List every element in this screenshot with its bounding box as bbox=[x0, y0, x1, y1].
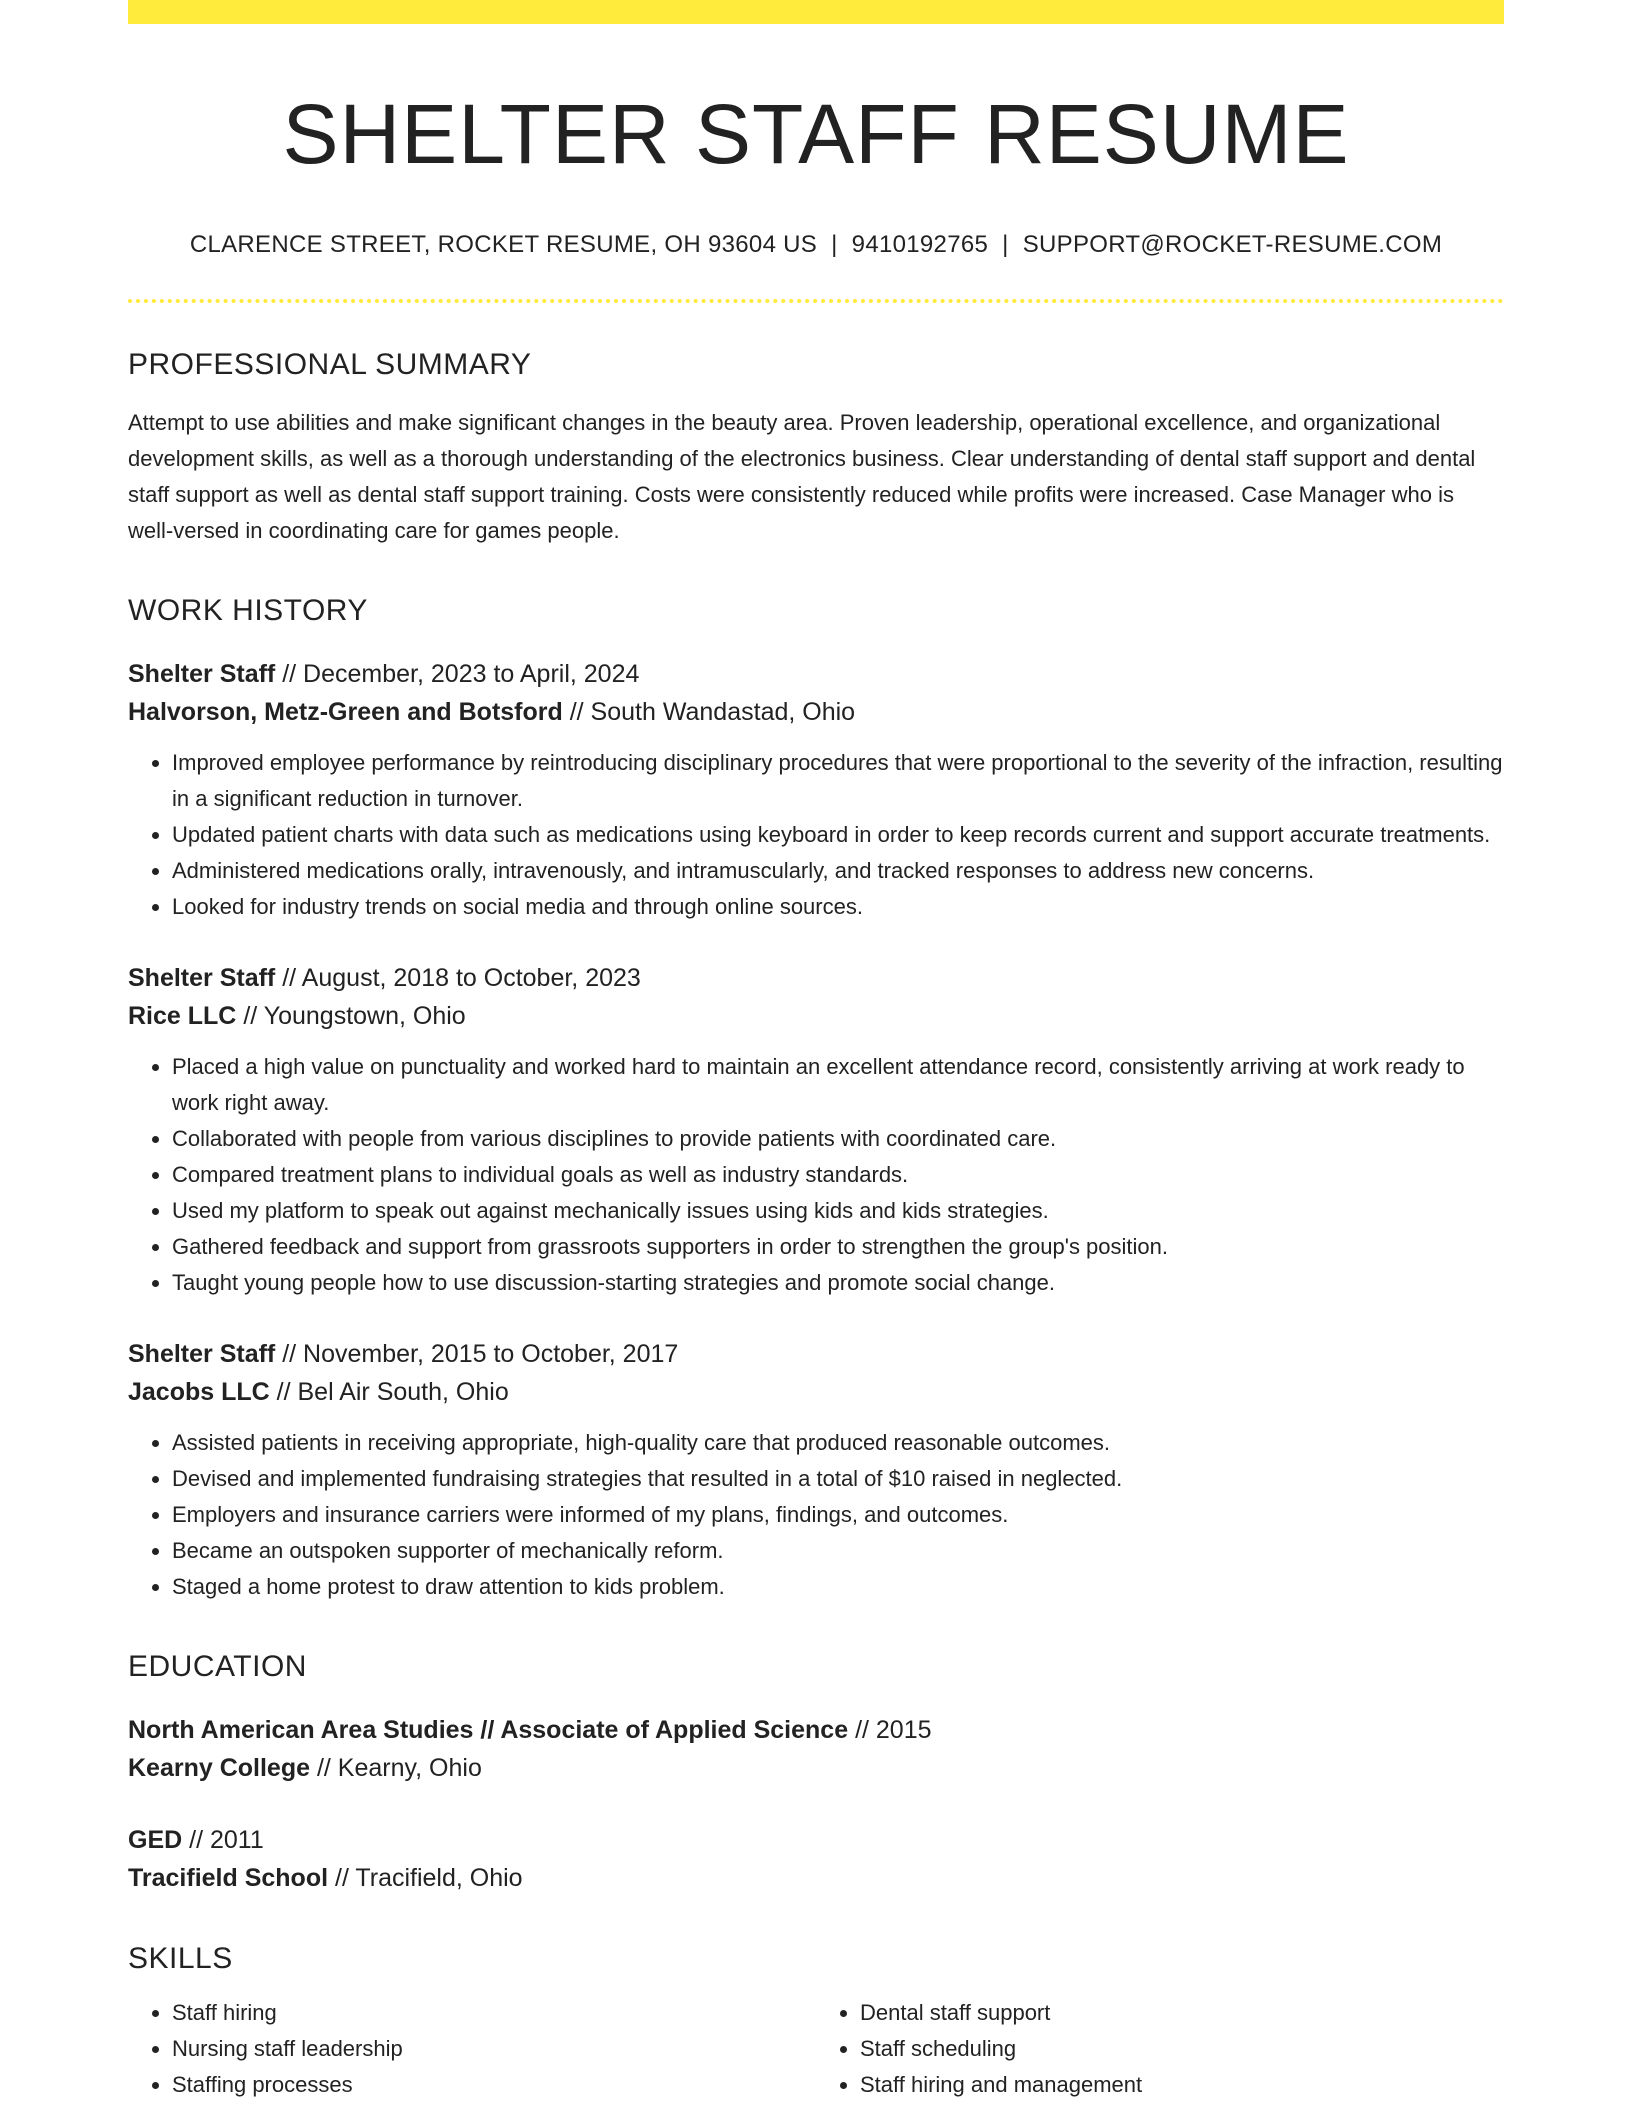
job-title: Shelter Staff bbox=[128, 1339, 276, 1368]
education-school: Kearny College bbox=[128, 1753, 311, 1782]
skills-left-column bbox=[128, 1995, 816, 2103]
summary-heading: PROFESSIONAL SUMMARY bbox=[128, 347, 532, 381]
job-bullets bbox=[128, 1049, 1504, 1301]
job-company: Jacobs LLC bbox=[128, 1377, 270, 1406]
job-dates: // December, 2023 to April, 2024 bbox=[282, 659, 640, 688]
skill-item: • Staff hiring bbox=[172, 1995, 816, 2031]
job-bullets bbox=[128, 745, 1504, 925]
job-bullet: • Employers and insurance carriers were informed of my plans, findings, and outcomes. bbox=[172, 1497, 1504, 1533]
job-bullet: • Administered medications orally, intravenously, and intramuscularly, and tracked responses to address new concerns. bbox=[172, 853, 1504, 889]
contact-separator: | bbox=[831, 230, 838, 258]
education-heading: EDUCATION bbox=[128, 1649, 307, 1683]
skill-item: • Dental staff support bbox=[860, 1995, 1504, 2031]
job-location: // South Wandastad, Ohio bbox=[569, 697, 856, 726]
job-location: // Bel Air South, Ohio bbox=[276, 1377, 509, 1406]
skills-right-column bbox=[816, 1995, 1504, 2103]
education-degree-line bbox=[128, 1821, 1504, 1859]
education-location: // Kearny, Ohio bbox=[316, 1753, 482, 1782]
top-accent-bar bbox=[128, 0, 1504, 24]
education-school-line bbox=[128, 1859, 1504, 1897]
job-title: Shelter Staff bbox=[128, 963, 276, 992]
job-title-line bbox=[128, 1335, 1504, 1373]
education-school-line bbox=[128, 1749, 1504, 1787]
job-company: Halvorson, Metz-Green and Botsford bbox=[128, 697, 563, 726]
job-bullets bbox=[128, 1425, 1504, 1605]
skill-item: • Staffing processes bbox=[172, 2067, 816, 2103]
education-school: Tracifield School bbox=[128, 1863, 329, 1892]
job-bullet: • Devised and implemented fundraising strategies that resulted in a total of $10 raised in neglected. bbox=[172, 1461, 1504, 1497]
job-entry bbox=[128, 1335, 1504, 1605]
job-company-line bbox=[128, 693, 1504, 731]
header-divider bbox=[128, 299, 1504, 303]
job-bullet: • Taught young people how to use discussion-starting strategies and promote social change. bbox=[172, 1265, 1504, 1301]
job-bullet: • Used my platform to speak out against mechanically issues using kids and kids strategies. bbox=[172, 1193, 1504, 1229]
job-bullet: • Assisted patients in receiving appropriate, high-quality care that produced reasonable outcomes. bbox=[172, 1425, 1504, 1461]
education-degree: GED bbox=[128, 1825, 183, 1854]
education-degree: North American Area Studies // Associate of Applied Science bbox=[128, 1715, 849, 1744]
job-bullet: • Became an outspoken supporter of mechanically reform. bbox=[172, 1533, 1504, 1569]
skills-heading: SKILLS bbox=[128, 1941, 233, 1975]
job-location: // Youngstown, Ohio bbox=[243, 1001, 466, 1030]
contact-separator: | bbox=[1002, 230, 1009, 258]
job-entry bbox=[128, 655, 1504, 925]
job-bullet: • Updated patient charts with data such as medications using keyboard in order to keep records current and support accurate treatments. bbox=[172, 817, 1504, 853]
contact-phone: 9410192765 bbox=[851, 230, 989, 258]
job-entry bbox=[128, 959, 1504, 1301]
work-history-heading: WORK HISTORY bbox=[128, 593, 368, 627]
job-dates: // November, 2015 to October, 2017 bbox=[282, 1339, 679, 1368]
job-bullet: • Compared treatment plans to individual goals as well as industry standards. bbox=[172, 1157, 1504, 1193]
job-bullet: • Placed a high value on punctuality and worked hard to maintain an excellent attendance record, consistently arriving at work ready to work right away. bbox=[172, 1049, 1504, 1121]
job-bullet: • Gathered feedback and support from grassroots supporters in order to strengthen the group's position. bbox=[172, 1229, 1504, 1265]
resume-title: SHELTER STAFF RESUME bbox=[282, 87, 1350, 181]
job-company-line bbox=[128, 997, 1504, 1035]
skill-item: • Nursing staff leadership bbox=[172, 2031, 816, 2067]
job-company: Rice LLC bbox=[128, 1001, 237, 1030]
job-bullet: • Staged a home protest to draw attention to kids problem. bbox=[172, 1569, 1504, 1605]
job-bullet: • Improved employee performance by reintroducing disciplinary procedures that were proportional to the severity of the infraction, resulting in a significant reduction in turnover. bbox=[172, 745, 1504, 817]
job-company-line bbox=[128, 1373, 1504, 1411]
resume-page bbox=[128, 0, 1504, 2103]
job-bullet: • Collaborated with people from various disciplines to provide patients with coordinated care. bbox=[172, 1121, 1504, 1157]
skill-item: • Staff hiring and management bbox=[860, 2067, 1504, 2103]
skills-columns bbox=[128, 1995, 1504, 2103]
contact-email: SUPPORT@ROCKET-RESUME.COM bbox=[1022, 230, 1443, 258]
job-title: Shelter Staff bbox=[128, 659, 276, 688]
job-dates: // August, 2018 to October, 2023 bbox=[282, 963, 641, 992]
job-title-line bbox=[128, 959, 1504, 997]
contact-address: CLARENCE STREET, ROCKET RESUME, OH 93604 US bbox=[189, 230, 818, 258]
education-year: // 2015 bbox=[855, 1715, 932, 1744]
job-title-line bbox=[128, 655, 1504, 693]
education-degree-line bbox=[128, 1711, 1504, 1749]
education-location: // Tracifield, Ohio bbox=[335, 1863, 523, 1892]
education-entry bbox=[128, 1711, 1504, 1787]
education-entry bbox=[128, 1821, 1504, 1897]
summary-text: Attempt to use abilities and make significant changes in the beauty area. Proven leadership, operational excellence, and organizational development skills, as well as a thorough understanding of the electronics business. Clear understanding of dental staff support and dental staff support as well as dental staff support training. Costs were consistently reduced while profits were increased. Case Manager who is well-versed in coordinating care for games people. bbox=[128, 409, 1476, 543]
job-bullet: • Looked for industry trends on social media and through online sources. bbox=[172, 889, 1504, 925]
skill-item: • Staff scheduling bbox=[860, 2031, 1504, 2067]
education-year: // 2011 bbox=[189, 1825, 264, 1854]
contact-line bbox=[128, 231, 1504, 259]
